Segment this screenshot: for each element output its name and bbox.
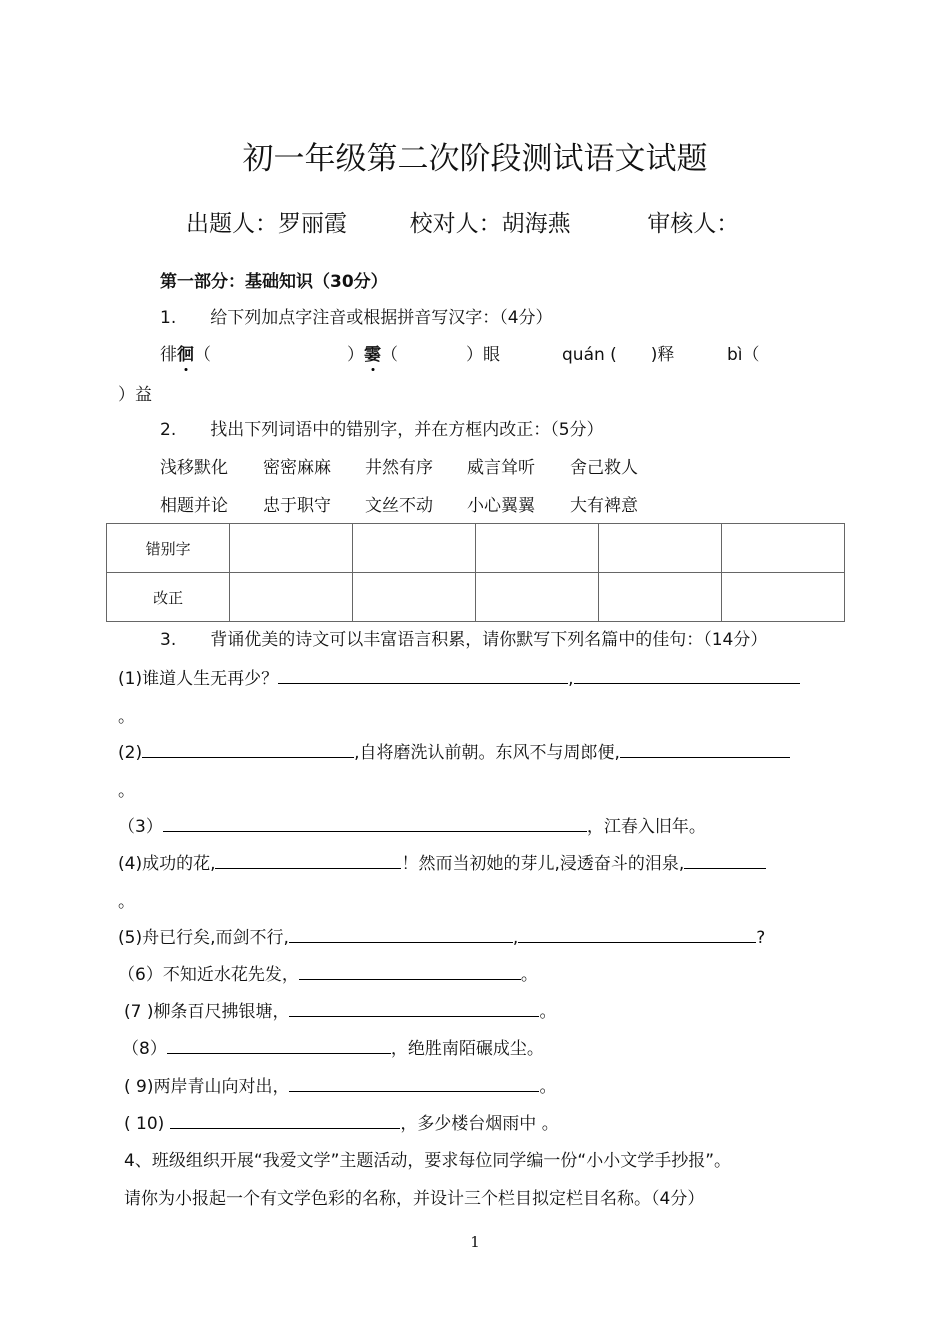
q1-stem: 1. 给下列加点字注音或根据拼音写汉字：（4分） xyxy=(160,308,553,328)
verse-text: ,自将磨洗认前朝。东风不与周郎便, xyxy=(354,743,620,763)
verse-text: 。 xyxy=(520,965,538,985)
part1-heading: 第一部分：基础知识（30分） xyxy=(160,272,388,292)
verse-text: ，多少楼台烟雨中 。 xyxy=(400,1114,559,1134)
answer-blank[interactable] xyxy=(278,682,568,684)
q2-words-row-1 xyxy=(160,453,638,478)
word: 大有裨意 xyxy=(570,496,638,516)
answer-blank[interactable] xyxy=(289,941,513,943)
reviewer-label: 审核人： xyxy=(647,211,740,237)
verse-text: （3） xyxy=(118,817,163,837)
word: 舍己救人 xyxy=(570,458,638,478)
answer-blank[interactable] xyxy=(163,830,587,832)
answer-blank[interactable] xyxy=(167,1052,391,1054)
verse-text: 。 xyxy=(539,1002,557,1022)
table-row xyxy=(107,524,845,573)
answer-blank[interactable] xyxy=(215,867,401,869)
verse-text: (5)舟已行矣,而剑不行, xyxy=(118,928,289,948)
answer-blank[interactable] xyxy=(620,756,790,758)
q2-words-row-2 xyxy=(160,491,638,516)
verse-text: (7 )柳条百尺拂银塘， xyxy=(124,1002,290,1022)
q1-items xyxy=(160,340,500,365)
word: 相题并论 xyxy=(160,496,228,516)
answer-cell[interactable] xyxy=(599,524,722,573)
answer-blank[interactable] xyxy=(574,682,800,684)
word: 忠于职守 xyxy=(263,496,331,516)
answer-cell[interactable] xyxy=(353,573,476,622)
q3-line-9 xyxy=(124,1072,556,1097)
answer-blank[interactable] xyxy=(142,756,354,758)
q1-pinyin-item-4: bì（ xyxy=(727,345,760,365)
q3-line-1-end: 。 xyxy=(118,707,135,727)
word: 浅移默化 xyxy=(160,458,228,478)
q4-line-1: 4、班级组织开展“我爱文学”主题活动，要求每位同学编一份“小小文学手抄报”。 xyxy=(124,1151,732,1171)
q3-line-8 xyxy=(122,1034,544,1059)
answer-cell[interactable] xyxy=(230,524,353,573)
verse-text: (2) xyxy=(118,743,143,763)
row-label-wrong: 错别字 xyxy=(107,524,230,573)
q3-stem: 3. 背诵优美的诗文可以丰富语言积累，请你默写下列名篇中的佳句：（14分） xyxy=(160,630,768,650)
answer-cell[interactable] xyxy=(476,573,599,622)
verse-text: ！然而当初她的芽儿,浸透奋斗的泪泉, xyxy=(401,854,685,874)
q4-line-2: 请你为小报起一个有文学色彩的名称，并设计三个栏目拟定栏目名称。（4分） xyxy=(124,1189,705,1209)
answer-cell[interactable] xyxy=(722,573,845,622)
q1-blank-2: （ ）眼 xyxy=(381,345,500,365)
checker-label: 校对人：胡海燕 xyxy=(409,211,571,237)
verse-text: （8） xyxy=(122,1039,167,1059)
answer-blank[interactable] xyxy=(289,1015,539,1017)
verse-text: , xyxy=(512,928,519,948)
q3-line-7 xyxy=(124,997,556,1022)
verse-text: , xyxy=(568,669,574,689)
q3-line-6 xyxy=(118,960,538,985)
verse-text: 。 xyxy=(539,1077,557,1097)
q3-line-5 xyxy=(118,923,765,948)
verse-text: ，绝胜南陌碾成尘。 xyxy=(390,1039,544,1059)
verse-text: (1)谁道人生无再少？ xyxy=(118,669,279,689)
answer-blank[interactable] xyxy=(289,1090,539,1092)
table-row xyxy=(107,573,845,622)
correction-table xyxy=(106,523,845,622)
q3-line-2-end: 。 xyxy=(118,781,135,801)
verse-text: ，江春入旧年。 xyxy=(586,817,706,837)
word: 密密麻麻 xyxy=(263,458,331,478)
word: 文丝不动 xyxy=(365,496,433,516)
verse-text: ? xyxy=(756,928,766,948)
answer-blank[interactable] xyxy=(518,941,756,943)
answer-cell[interactable] xyxy=(230,573,353,622)
word: 井然有序 xyxy=(365,458,433,478)
q1-item4-cont: ）益 xyxy=(118,385,152,405)
verse-text: ( 10) xyxy=(124,1114,165,1134)
verse-text: ( 9)两岸青山向对出， xyxy=(124,1077,290,1097)
author-line xyxy=(186,205,739,238)
q3-line-2 xyxy=(118,738,790,763)
answer-cell[interactable] xyxy=(353,524,476,573)
q3-line-4 xyxy=(118,849,766,874)
page-title: 初一年级第二次阶段测试语文试题 xyxy=(242,141,708,177)
q1-char: 徘 xyxy=(160,345,177,365)
q2-stem: 2. 找出下列词语中的错别字，并在方框内改正：（5分） xyxy=(160,420,604,440)
q1-blank-1: （ ） xyxy=(194,345,364,365)
answer-blank[interactable] xyxy=(684,867,766,869)
page-number: 1 xyxy=(470,1233,480,1251)
answer-cell[interactable] xyxy=(599,573,722,622)
q3-line-10 xyxy=(124,1109,559,1134)
word: 小心翼翼 xyxy=(467,496,535,516)
verse-text: (4)成功的花, xyxy=(118,854,216,874)
answer-cell[interactable] xyxy=(722,524,845,573)
q1-pinyin-item-3: quán ( )释 xyxy=(562,345,675,365)
word: 威言耸听 xyxy=(467,458,535,478)
answer-blank[interactable] xyxy=(170,1127,400,1129)
q1-dotted-char-1: 徊 xyxy=(177,340,194,365)
q3-line-3 xyxy=(118,812,706,837)
q3-line-1 xyxy=(118,664,800,689)
setter-label: 出题人：罗丽霞 xyxy=(186,211,347,237)
q3-line-4-end: 。 xyxy=(118,892,135,912)
verse-text: （6）不知近水花先发， xyxy=(118,965,299,985)
answer-cell[interactable] xyxy=(476,524,599,573)
answer-blank[interactable] xyxy=(299,978,521,980)
row-label-correct: 改正 xyxy=(107,573,230,622)
q1-dotted-char-2: 霎 xyxy=(364,340,381,365)
